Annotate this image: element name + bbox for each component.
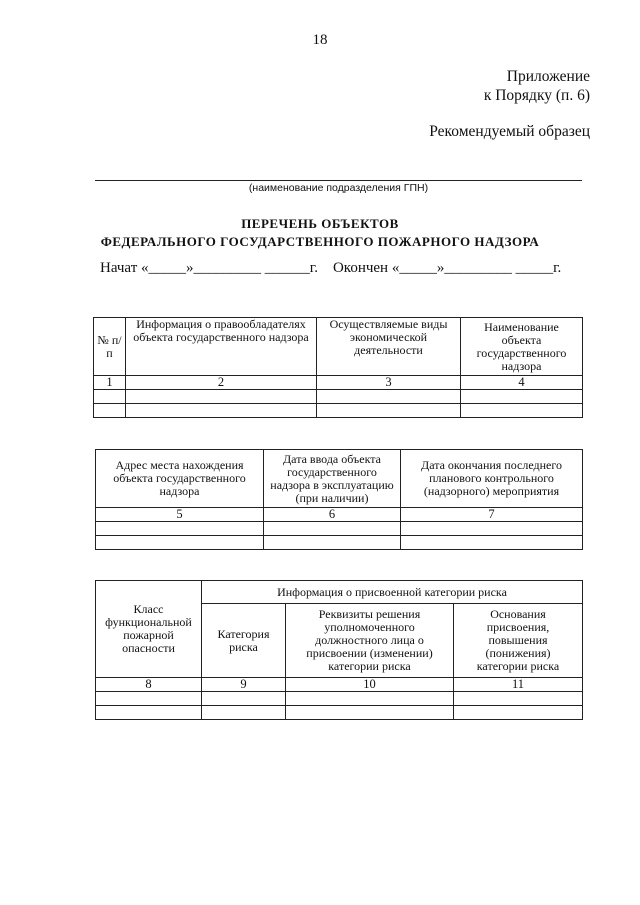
table-row — [96, 522, 583, 536]
header-cell: Класс функциональной пожарной опасности — [96, 581, 202, 678]
table-row — [94, 390, 583, 404]
table-row — [96, 692, 583, 706]
number-cell: 4 — [461, 376, 583, 390]
title-line1: ПЕРЕЧЕНЬ ОБЪЕКТОВ — [241, 216, 399, 231]
table-3 — [95, 580, 583, 720]
table-2 — [95, 449, 583, 550]
number-cell: 9 — [202, 678, 286, 692]
header-cell: Дата ввода объекта государственного надзора в эксплуатацию (при наличии) — [264, 450, 401, 508]
number-cell: 10 — [286, 678, 454, 692]
number-cell: 2 — [126, 376, 317, 390]
number-cell: 5 — [96, 508, 264, 522]
unit-line — [95, 180, 582, 181]
group-header: Информация о присвоенной категории риска — [202, 581, 583, 604]
number-cell: 7 — [401, 508, 583, 522]
dates-line: Начат «_____»_________ ______г. Окончен «_____»_________ _____г. — [100, 260, 562, 276]
header-cell: Категория риска — [202, 604, 286, 678]
page-number: 18 — [312, 32, 328, 48]
header-cell: Осуществляемые виды экономической деятельности — [317, 318, 461, 376]
title-line2: ФЕДЕРАЛЬНОГО ГОСУДАРСТВЕННОГО ПОЖАРНОГО НАДЗОРА — [100, 234, 540, 249]
number-cell: 11 — [454, 678, 583, 692]
header-cell: Реквизиты решения уполномоченного должностного лица о присвоении (изменении) категории риска — [286, 604, 454, 678]
table-row — [96, 536, 583, 550]
number-cell: 1 — [94, 376, 126, 390]
header-cell: Адрес места нахождения объекта государственного надзора — [96, 450, 264, 508]
header-cell: Дата окончания последнего планового контрольного (надзорного) мероприятия — [401, 450, 583, 508]
header-cell: Информация о правообладателях объекта государственного надзора — [126, 318, 317, 376]
table-row — [96, 706, 583, 720]
appendix-label — [484, 67, 590, 105]
table-row — [94, 404, 583, 418]
header-cell: Наименование объекта государственного надзора — [461, 318, 583, 376]
appendix-line1: Приложение — [506, 68, 590, 85]
header-cell: Основания присвоения, повышения (понижения) категории риска — [454, 604, 583, 678]
unit-caption: (наименование подразделения ГПН) — [248, 182, 429, 194]
number-cell: 3 — [317, 376, 461, 390]
header-cell: № п/п — [94, 318, 126, 376]
table-1 — [93, 317, 583, 418]
number-cell: 8 — [96, 678, 202, 692]
sample-label: Рекомендуемый образец — [429, 123, 590, 140]
number-cell: 6 — [264, 508, 401, 522]
appendix-line2: к Порядку (п. 6) — [483, 87, 590, 104]
